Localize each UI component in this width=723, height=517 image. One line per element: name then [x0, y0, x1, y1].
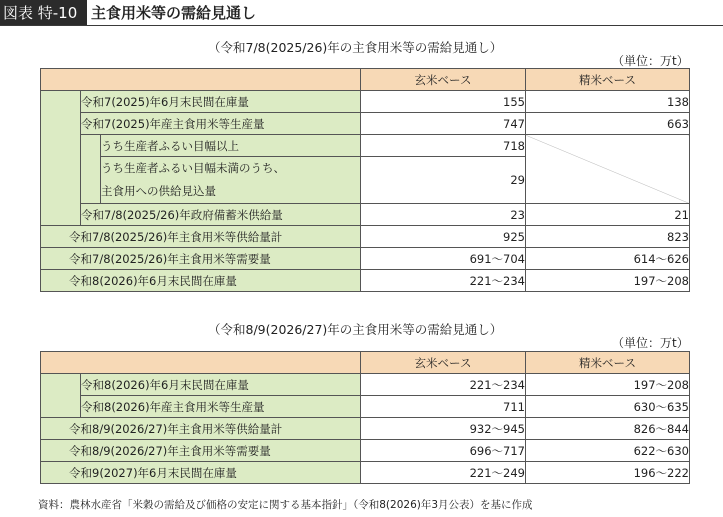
- indent-cell: [41, 91, 81, 226]
- row-label: 令和7/8(2025/26)年主食用米等需要量: [41, 248, 361, 270]
- value-polished: 630～635: [526, 396, 690, 418]
- table-row: [41, 418, 690, 440]
- row-label: 令和7/8(2025/26)年政府備蓄米供給量: [81, 204, 361, 226]
- column-header-brown: 玄米ベース: [361, 69, 526, 91]
- table-row: [41, 91, 690, 113]
- value-polished: 823: [526, 226, 690, 248]
- table1-caption: （令和7/8(2025/26)年の主食用米等の需給見通し）: [208, 40, 503, 55]
- table-row: [41, 113, 690, 135]
- column-header-polished: 精米ベース: [526, 352, 690, 374]
- value-polished: 196～222: [526, 462, 690, 484]
- row-label-line2: 主食用への供給見込量: [101, 184, 216, 198]
- value-brown: 221～234: [361, 270, 526, 292]
- value-brown: 23: [361, 204, 526, 226]
- value-brown: 221～249: [361, 462, 526, 484]
- table1-unit: （単位：万t）: [612, 54, 689, 68]
- figure-header: [0, 0, 723, 26]
- column-header-brown: 玄米ベース: [361, 352, 526, 374]
- value-brown: 29: [361, 157, 526, 204]
- value-brown: 747: [361, 113, 526, 135]
- table-row: [41, 374, 690, 396]
- table-row: [41, 270, 690, 292]
- value-polished: 197～208: [526, 374, 690, 396]
- value-brown: 691～704: [361, 248, 526, 270]
- row-label: うち生産者ふるい目幅以上: [101, 135, 361, 157]
- value-brown: 155: [361, 91, 526, 113]
- table2-caption: （令和8/9(2026/27)年の主食用米等の需給見通し）: [208, 322, 503, 337]
- row-label: 令和7(2025)年産主食用米等生産量: [81, 113, 361, 135]
- table-row: [41, 462, 690, 484]
- row-label: 令和8/9(2026/27)年主食用米等需要量: [41, 440, 361, 462]
- row-label: 令和7(2025)年6月末民間在庫量: [81, 91, 361, 113]
- row-label: 令和8(2026)年6月末民間在庫量: [81, 374, 361, 396]
- indent-cell: [81, 135, 101, 204]
- table2: [40, 351, 690, 484]
- source-note: 資料：農林水産省「米穀の需給及び価格の安定に関する基本指針」（令和8(2026)年3月公表）を基に作成: [38, 499, 533, 511]
- table-row: [41, 204, 690, 226]
- value-polished: 614～626: [526, 248, 690, 270]
- value-brown: 925: [361, 226, 526, 248]
- table-row: [41, 135, 690, 157]
- value-polished: 663: [526, 113, 690, 135]
- table-row: [41, 396, 690, 418]
- value-brown: 711: [361, 396, 526, 418]
- table1: [40, 68, 690, 292]
- figure-title: 主食用米等の需給見通し: [91, 4, 257, 22]
- value-polished: 826～844: [526, 418, 690, 440]
- row-label: 令和9(2027)年6月末民間在庫量: [41, 462, 361, 484]
- column-header-polished: 精米ベース: [526, 69, 690, 91]
- value-brown: 696～717: [361, 440, 526, 462]
- header-rule: [0, 25, 723, 26]
- table2-header-row: [41, 352, 690, 374]
- row-label: 令和7/8(2025/26)年主食用米等供給量計: [41, 226, 361, 248]
- table-row: [41, 226, 690, 248]
- row-label: 令和8/9(2026/27)年主食用米等供給量計: [41, 418, 361, 440]
- table-corner-cell: [41, 352, 361, 374]
- row-label-two-line: [101, 157, 361, 204]
- row-label-line1: うち生産者ふるい目幅未満のうち、: [101, 161, 285, 175]
- value-polished: 21: [526, 204, 690, 226]
- table2-unit: （単位：万t）: [612, 336, 689, 350]
- value-polished: 138: [526, 91, 690, 113]
- value-brown: 221～234: [361, 374, 526, 396]
- table-row: [41, 248, 690, 270]
- row-label: 令和8(2026)年産主食用米等生産量: [81, 396, 361, 418]
- figure-number: 図表 特-10: [0, 0, 87, 26]
- table-row: [41, 440, 690, 462]
- indent-cell: [41, 374, 81, 418]
- value-polished: 197～208: [526, 270, 690, 292]
- value-brown: 932～945: [361, 418, 526, 440]
- row-label: 令和8(2026)年6月末民間在庫量: [41, 270, 361, 292]
- table-corner-cell: [41, 69, 361, 91]
- value-polished: 622～630: [526, 440, 690, 462]
- not-applicable-cell: [526, 135, 690, 204]
- value-brown: 718: [361, 135, 526, 157]
- table1-header-row: [41, 69, 690, 91]
